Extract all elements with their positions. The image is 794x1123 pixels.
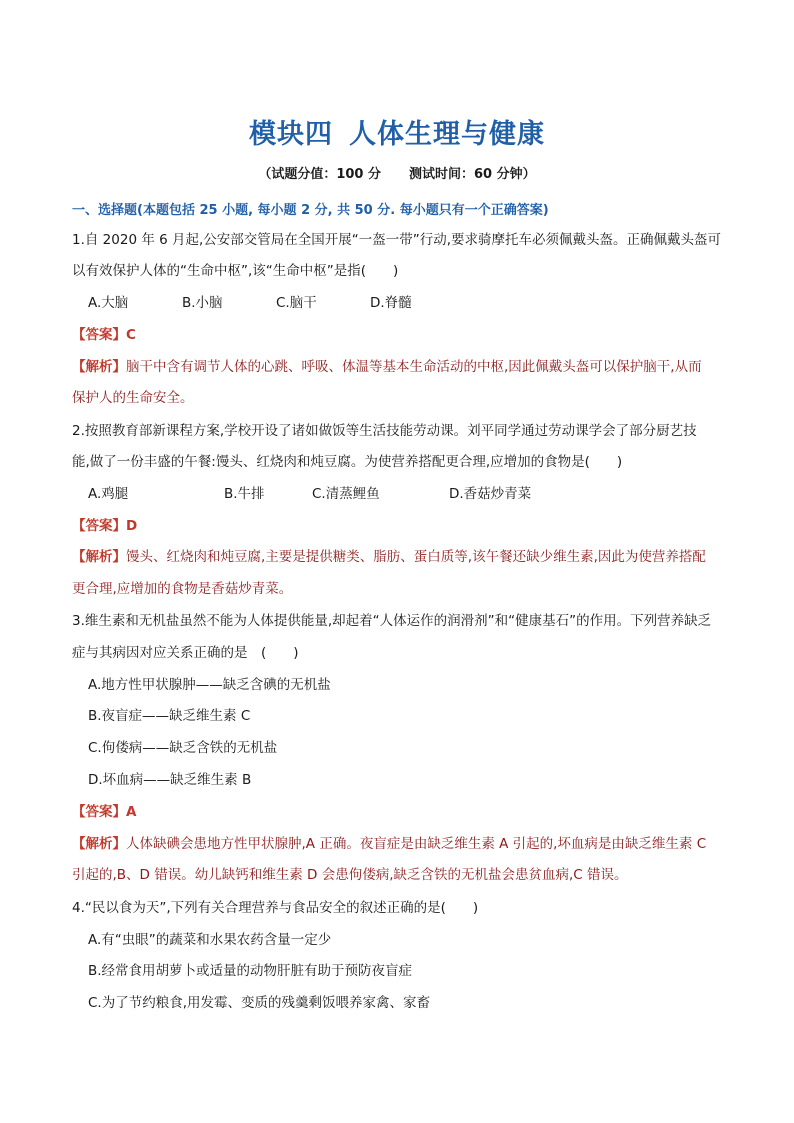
exam-info xyxy=(0,163,794,182)
analysis-label: 【解析】 xyxy=(72,836,126,852)
analysis-label: 【解析】 xyxy=(72,359,126,375)
exam-score: （试题分值：100 分 xyxy=(258,167,382,182)
answer-label: 【答案】 xyxy=(72,804,126,820)
q2-option-a: A.鸡腿 xyxy=(88,486,129,502)
q3-analysis-line2: 引起的,B、D 错误。幼儿缺钙和维生素 D 会患佝偻病,缺乏含铁的无机盐会患贫血病,C 错误。 xyxy=(72,867,628,883)
q3-option-a: A.地方性甲状腺肿——缺乏含碘的无机盐 xyxy=(88,677,331,693)
q1-option-c: C.脑干 xyxy=(276,295,317,311)
q3-stem-line1: 3.维生素和无机盐虽然不能为人体提供能量,却起着“人体运作的润滑剂”和“健康基石”的作用。下列营养缺乏 xyxy=(72,613,712,629)
q1-answer xyxy=(72,326,136,344)
q2-option-c: C.清蒸鲤鱼 xyxy=(312,486,380,502)
q1-stem-line1: 1.自 2020 年 6 月起,公安部交管局在全国开展“一盔一带”行动,要求骑摩托车必须佩戴头盔。正确佩戴头盔可 xyxy=(72,232,722,248)
q1-options xyxy=(88,294,412,312)
q3-option-c: C.佝偻病——缺乏含铁的无机盐 xyxy=(88,740,278,756)
q3-answer xyxy=(72,803,136,821)
q2-answer xyxy=(72,517,137,535)
q2-stem-line1: 2.按照教育部新课程方案,学校开设了诸如做饭等生活技能劳动课。刘平同学通过劳动课学会了部分厨艺技 xyxy=(72,423,697,439)
section-heading: 一、选择题(本题包括 25 小题, 每小题 2 分, 共 50 分. 每小题只有一个正确答案) xyxy=(72,203,549,218)
q4-option-c: C.为了节约粮食,用发霉、变质的残羹剩饭喂养家禽、家畜 xyxy=(88,995,431,1011)
q2-analysis-line2: 更合理,应增加的食物是香菇炒青菜。 xyxy=(72,581,293,597)
q1-option-d: D.脊髓 xyxy=(370,295,412,311)
title-module: 模块四 xyxy=(249,119,333,150)
q2-stem-line2: 能,做了一份丰盛的午餐:馒头、红烧肉和炖豆腐。为使营养搭配更合理,应增加的食物是( ) xyxy=(72,454,623,470)
answer-label: 【答案】 xyxy=(72,327,126,343)
page-title xyxy=(0,112,794,151)
q3-analysis-line1 xyxy=(72,835,706,853)
q1-option-a: A.大脑 xyxy=(88,295,129,311)
q4-option-b: B.经常食用胡萝卜或适量的动物肝脏有助于预防夜盲症 xyxy=(88,963,413,979)
title-topic: 人体生理与健康 xyxy=(349,119,545,150)
q3-option-b: B.夜盲症——缺乏维生素 C xyxy=(88,708,251,724)
q4-stem-line1: 4.“民以食为天”,下列有关合理营养与食品安全的叙述正确的是( ) xyxy=(72,900,479,916)
answer-value: D xyxy=(126,518,138,534)
answer-value: A xyxy=(126,804,137,820)
answer-label: 【答案】 xyxy=(72,518,126,534)
q3-option-d: D.坏血病——缺乏维生素 B xyxy=(88,772,252,788)
analysis-text: 脑干中含有调节人体的心跳、呼吸、体温等基本生命活动的中枢,因此佩戴头盔可以保护脑干,从而 xyxy=(126,359,702,375)
q2-option-d: D.香菇炒青菜 xyxy=(449,486,532,502)
q1-analysis-line1 xyxy=(72,358,702,376)
q2-options xyxy=(88,485,531,503)
q4-option-a: A.有“虫眼”的蔬菜和水果农药含量一定少 xyxy=(88,932,332,948)
answer-value: C xyxy=(126,327,136,343)
analysis-text: 人体缺碘会患地方性甲状腺肿,A 正确。夜盲症是由缺乏维生素 A 引起的,坏血病是由缺乏维生素 C xyxy=(126,836,707,852)
q1-stem-line2: 以有效保护人体的“生命中枢”,该“生命中枢”是指( ) xyxy=(72,263,399,279)
exam-time: 测试时间：60 分钟） xyxy=(409,167,536,182)
analysis-text: 馒头、红烧肉和炖豆腐,主要是提供糖类、脂肪、蛋白质等,该午餐还缺少维生素,因此为使营养搭配 xyxy=(126,549,706,565)
q2-option-b: B.牛排 xyxy=(224,486,265,502)
analysis-label: 【解析】 xyxy=(72,549,126,565)
q1-option-b: B.小脑 xyxy=(182,295,223,311)
q1-analysis-line2: 保护人的生命安全。 xyxy=(72,390,194,406)
q3-stem-line2: 症与其病因对应关系正确的是 ( ) xyxy=(72,645,299,661)
q2-analysis-line1 xyxy=(72,548,706,566)
